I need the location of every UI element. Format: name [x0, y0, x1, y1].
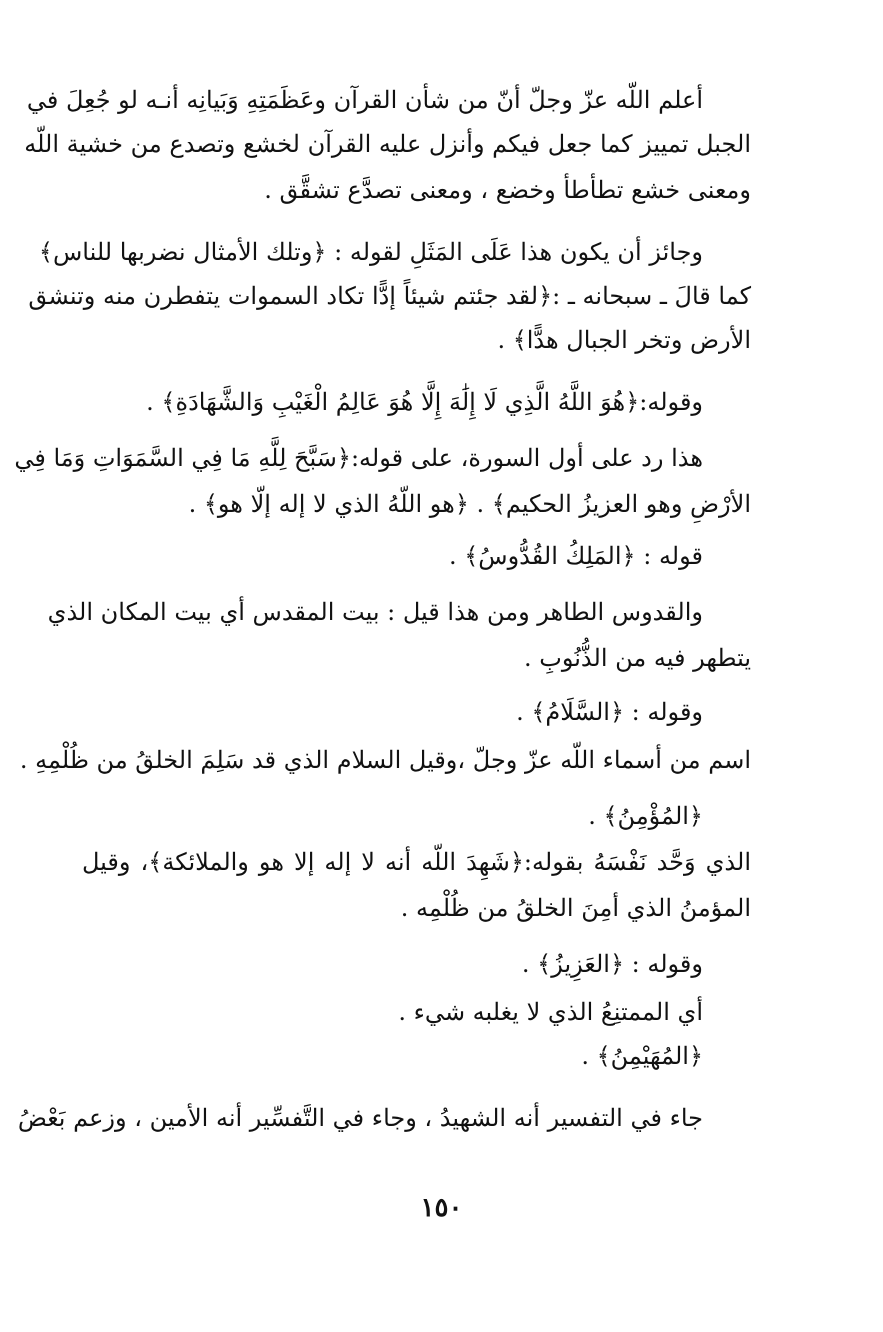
text-line-14: اسم من أسماء اللّه عزّ وجلّ ،وقيل السلام الذي قد سَلِمَ الخلقُ من ظُلْمِهِ .: [19, 746, 751, 774]
text-line-6: الأرض وتخر الجبال هدًّا﴾ .: [497, 326, 751, 354]
text-line-20: ﴿المُهَيْمِنُ﴾ .: [581, 1042, 703, 1070]
text-line-3: ومعنى خشع تطأطأ وخضع ، ومعنى تصدَّع تشقَّق .: [264, 176, 751, 204]
text-line-9: الأرْضِ وهو العزيزُ الحكيم﴾ . ﴿هو اللّهُ الذي لا إله إلّا هو﴾ .: [188, 490, 751, 518]
text-line-16: الذي وَحَّد نَفْسَهُ بقوله:﴿شَهِدَ اللّه أنه لا إله إلا هو والملائكة﴾، وقيل: [82, 848, 751, 876]
text-line-15: ﴿المُؤْمِنُ﴾ .: [588, 802, 703, 830]
text-line-5: كما قالَ ـ سبحانه ـ :﴿لقد جئتم شيئاً إدًّا تكاد السموات يتفطرن منه وتنشق: [28, 282, 751, 310]
text-line-11: والقدوس الطاهر ومن هذا قيل : بيت المقدس أي بيت المكان الذي: [47, 598, 703, 626]
text-line-21: جاء في التفسير أنه الشهيدُ ، وجاء في التَّفسِّير أنه الأمين ، وزعم بَعْضُ: [17, 1104, 703, 1132]
text-line-10: قوله : ﴿المَلِكُ القُدُّوسُ﴾ .: [448, 542, 703, 570]
text-line-13: وقوله : ﴿السَّلَامُ﴾ .: [516, 698, 703, 726]
text-line-17: المؤمنُ الذي أمِنَ الخلقُ من ظُلْمِه .: [400, 894, 751, 922]
text-line-4: وجائز أن يكون هذا عَلَى المَثَلِ لقوله : ﴿وتلك الأمثال نضربها للناس﴾: [38, 238, 703, 266]
text-line-12: يتطهر فيه من الذُّنُوبِ .: [523, 644, 751, 672]
text-line-7: وقوله:﴿هُوَ اللَّهُ الَّذِي لَا إِلَٰهَ إِلَّا هُوَ عَالِمُ الْغَيْبِ وَالشَّهَادَةِ﴾ .: [146, 388, 703, 416]
text-line-2: الجبل تمييز كما جعل فيكم وأنزل عليه القرآن لخشع وتصدع من خشية اللّه: [24, 130, 751, 158]
text-line-1: أعلم اللّه عزّ وجلّ أنّ من شأن القرآن وعَظَمَتِهِ وَبَيانِه أنـه لو جُعِلَ في: [26, 86, 703, 114]
page-number: ١٥٠: [420, 1193, 463, 1223]
text-line-18: وقوله : ﴿العَزِيزُ﴾ .: [521, 950, 703, 978]
text-line-8: هذا رد على أول السورة، على قوله:﴿سَبَّحَ لِلَّهِ مَا فِي السَّمَوَاتِ وَمَا فِي: [14, 444, 703, 472]
text-line-19: أي الممتنِعُ الذي لا يغلبه شيء .: [398, 998, 703, 1026]
